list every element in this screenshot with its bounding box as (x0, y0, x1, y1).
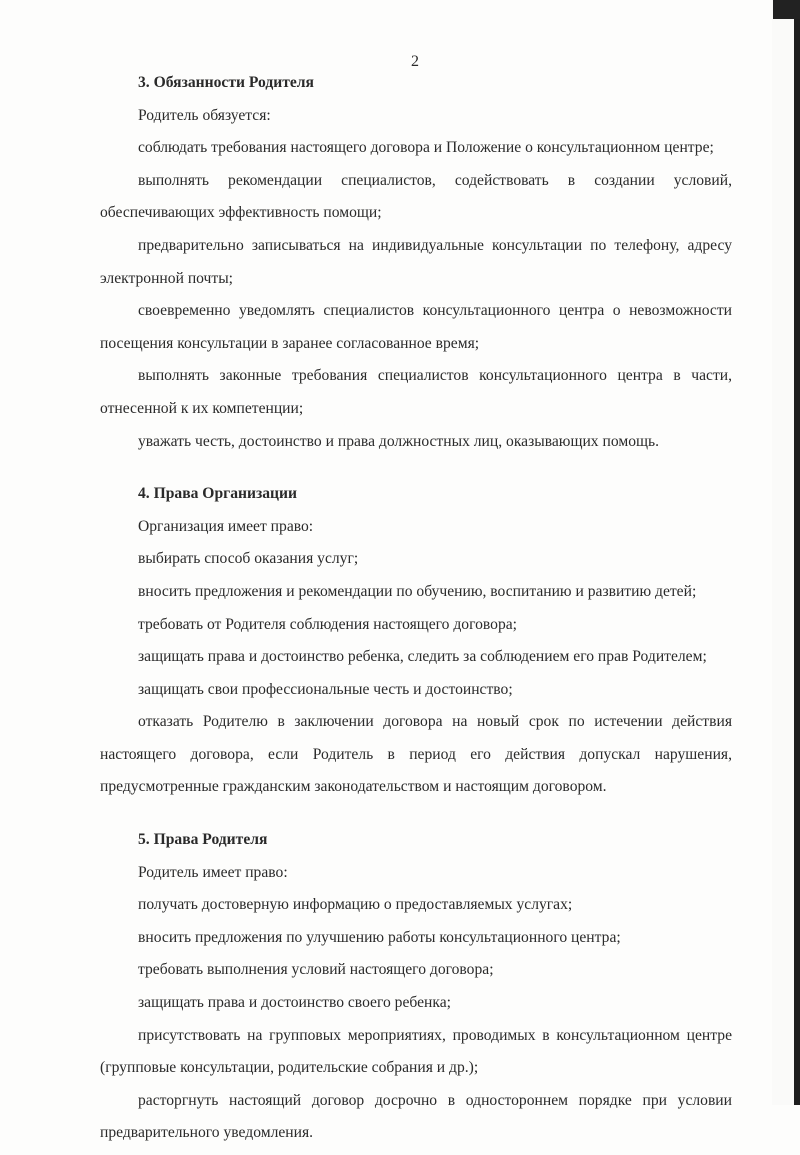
clause (100, 646, 732, 679)
scan-corner (773, 0, 800, 19)
clause (100, 1025, 732, 1090)
clause-line: вносить предложения и рекомендации по обучению, воспитанию и развитию детей; (138, 582, 697, 600)
clause-line: выполнять рекомендации специалистов, содействовать в создании условий, (138, 171, 732, 189)
clause-line: расторгнуть настоящий договор досрочно в одностороннем порядке при условии (138, 1091, 732, 1109)
document-body (100, 72, 732, 1155)
clause-line: уважать честь, достоинство и права должностных лиц, оказывающих помощь. (138, 432, 660, 450)
clause-line: защищать свои профессиональные честь и достоинство; (138, 680, 513, 698)
page-number: 2 (411, 53, 419, 70)
clause-line: настоящего договора, если Родитель в период его действия допускал нарушения, (100, 745, 732, 763)
clause-line: защищать права и достоинство ребенка, следить за соблюдением его прав Родителем; (138, 648, 707, 666)
clause (100, 137, 732, 170)
clause-line: отказать Родителю в заключении договора на новый срок по истечении действия (138, 713, 732, 731)
clause-line: защищать права и достоинство своего ребенка; (138, 994, 451, 1012)
clause (100, 679, 732, 712)
clause (100, 431, 732, 464)
clause-line: своевременно уведомлять специалистов консультационного центра о невозможности (138, 302, 732, 320)
scan-border (794, 0, 800, 1105)
clause-line: предусмотренные гражданским законодательством и настоящим договором. (100, 778, 607, 796)
clause-line: обеспечивающих эффективность помощи; (100, 204, 382, 222)
clause (100, 548, 732, 581)
section-gap (100, 809, 732, 829)
clause-line: предварительно записываться на индивидуальные консультации по телефону, адресу (138, 236, 732, 254)
section-heading: 5. Права Родителя (138, 831, 268, 849)
clause-line: (групповые консультации, родительские собрания и др.); (100, 1059, 479, 1077)
clause-line: соблюдать требования настоящего договора и Положение о консультационном центре; (138, 139, 714, 157)
clause-line: отнесенной к их компетенции; (100, 399, 304, 417)
clause (100, 927, 732, 960)
clause (100, 1090, 732, 1155)
section (100, 829, 732, 1155)
clause (100, 992, 732, 1025)
clause-line: требовать выполнения условий настоящего договора; (138, 961, 494, 979)
section-intro: Организация имеет право: (138, 517, 314, 535)
clause-line: выбирать способ оказания услуг; (138, 550, 359, 568)
clause (100, 581, 732, 614)
section-gap (100, 463, 732, 483)
section-intro: Родитель обязуется: (138, 106, 271, 124)
section-heading: 4. Права Организации (138, 485, 297, 503)
clause (100, 711, 732, 809)
clause (100, 300, 732, 365)
clause-line: электронной почты; (100, 269, 234, 287)
clause-line: получать достоверную информацию о предоставляемых услугах; (138, 896, 573, 914)
clause-line: выполнять законные требования специалистов консультационного центра в части, (138, 367, 732, 385)
section (100, 483, 732, 829)
clause-line: требовать от Родителя соблюдения настоящего договора; (138, 615, 518, 633)
clause (100, 959, 732, 992)
clause-line: посещения консультации в заранее согласованное время; (100, 334, 480, 352)
clause-line: предварительного уведомления. (100, 1124, 314, 1142)
clause (100, 894, 732, 927)
clause (100, 235, 732, 300)
section (100, 72, 732, 483)
clause (100, 365, 732, 430)
clause-line: присутствовать на групповых мероприятиях, проводимых в консультационном центре (138, 1026, 732, 1044)
section-intro: Родитель имеет право: (138, 863, 288, 881)
clause (100, 170, 732, 235)
section-heading: 3. Обязанности Родителя (138, 74, 314, 91)
clause-line: вносить предложения по улучшению работы консультационного центра; (138, 928, 621, 946)
clause (100, 614, 732, 647)
